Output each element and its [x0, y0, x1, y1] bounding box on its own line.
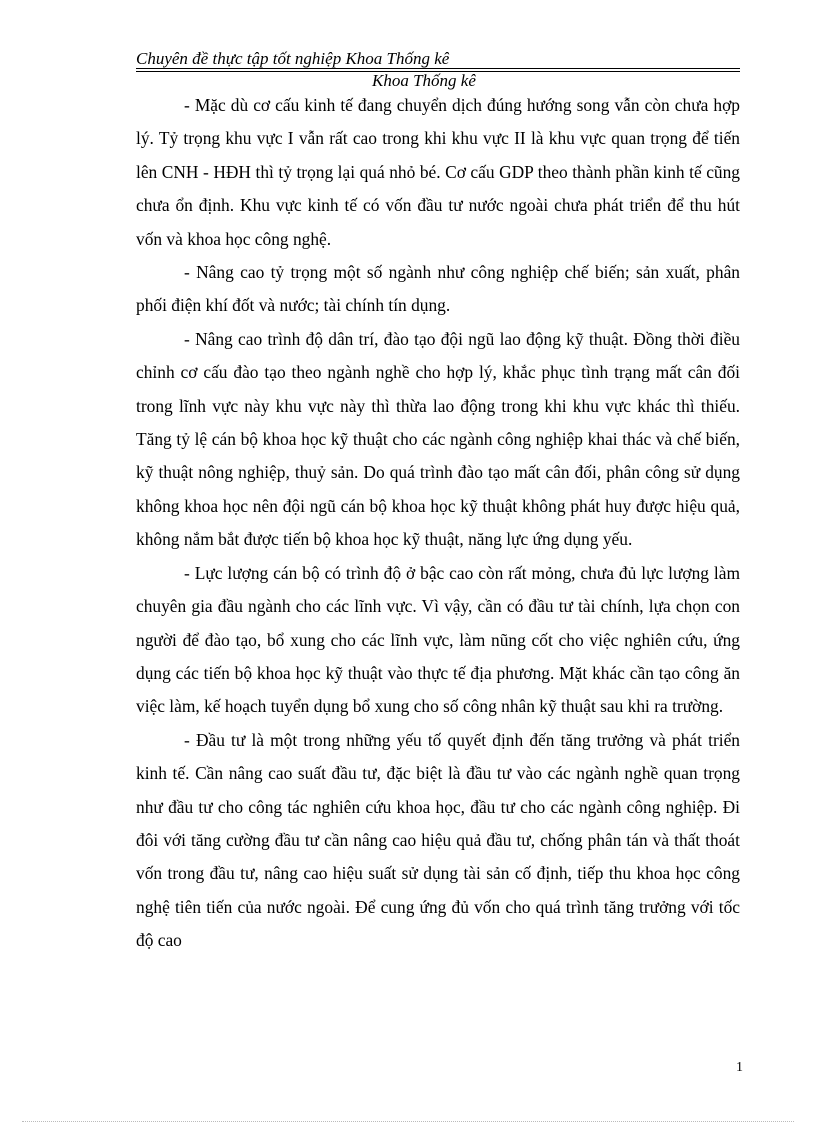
- paragraph: - Lực lượng cán bộ có trình độ ở bậc cao còn rất mỏng, chưa đủ lực lượng làm chuyên gia đầu ngành cho các lĩnh vực. Vì vậy, cần có đầu tư tài chính, lựa chọn con người để đào tạo, bổ xung cho các lĩnh vực, làm nũng cốt cho việc nghiên cứu, ứng dụng các tiến bộ khoa học kỹ thuật vào thực tế địa phương. Mặt khác cần tạo công ăn việc làm, kế hoạch tuyển dụng bổ xung cho số công nhân kỹ thuật sau khi ra trường.: [136, 562, 740, 717]
- paragraph: - Nâng cao trình độ dân trí, đào tạo đội ngũ lao động kỹ thuật. Đồng thời điều chỉnh cơ cấu đào tạo theo ngành nghề cho hợp lý, khắc phục tình trạng mất cân đối trong lĩnh vực này khu vực này thì thừa lao động trong khi khu vực khác thì thiếu. Tăng tỷ lệ cán bộ khoa học kỹ thuật cho các ngành công nghiệp khai thác và chế biến, kỹ thuật nông nghiệp, thuỷ sản. Do quá trình đào tạo mất cân đối, phân công sử dụng không khoa học nên đội ngũ cán bộ khoa học kỹ thuật không phát huy được hiệu quả, không nắm bắt được tiến bộ khoa học kỹ thuật, năng lực ứng dụng yếu.: [136, 328, 740, 550]
- header-title: Chuyên đề thực tập tốt nghiệp Khoa Thống kê: [136, 49, 450, 68]
- header-subtitle: Khoa Thống kê: [372, 71, 476, 90]
- paragraph: - Mặc dù cơ cấu kinh tế đang chuyển dịch đúng hướng song vẫn còn chưa hợp lý. Tỷ trọng khu vực I vẫn rất cao trong khi khu vực II là khu vực quan trọng để tiến lên CNH - HĐH thì tỷ trọng lại quá nhỏ bé. Cơ cấu GDP theo thành phần kinh tế cũng chưa ổn định. Khu vực kinh tế có vốn đầu tư nước ngoài chưa phát triển để thu hút vốn và khoa học công nghệ.: [136, 95, 740, 249]
- paragraph: - Đầu tư là một trong những yếu tố quyết định đến tăng trưởng và phát triển kinh tế. Cần nâng cao suất đầu tư, đặc biệt là đầu tư vào các ngành nghề quan trọng như đầu tư cho công tác nghiên cứu khoa học, đầu tư cho các ngành công nghiệp. Đi đôi với tăng cường đầu tư cần nâng cao hiệu quả đầu tư, chống phân tán và thất thoát vốn trong đầu tư, nâng cao hiệu suất sử dụng tài sản cố định, tiếp thu khoa học công nghệ tiên tiến của nước ngoài. Để cung ứng đủ vốn cho quá trình tăng trưởng với tốc độ cao: [136, 729, 740, 951]
- page-number: 1: [736, 1060, 743, 1075]
- page-bottom-divider: [22, 1121, 794, 1122]
- header-rule-top: [136, 68, 740, 69]
- document-body: [136, 89, 740, 958]
- paragraph: - Nâng cao tỷ trọng một số ngành như công nghiệp chế biến; sản xuất, phân phối điện khí đốt và nước; tài chính tín dụng.: [136, 262, 740, 316]
